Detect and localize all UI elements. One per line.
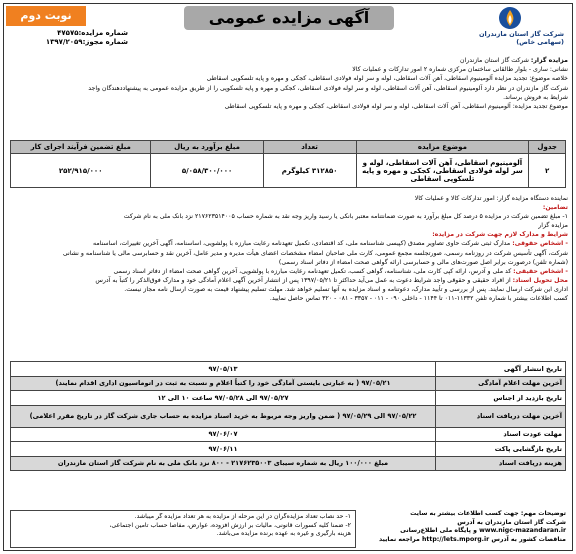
company-logo-block xyxy=(452,6,564,52)
text-line-label: تضامین: xyxy=(542,204,568,212)
intro-text xyxy=(8,56,568,111)
schedule-row xyxy=(11,376,566,391)
footer-note-line: هزینه بارگیری و غیره به عهده برنده مزایده می‌باشد. xyxy=(216,530,351,538)
text-line xyxy=(8,239,568,248)
schedule-value: ۹۷/۰۶/۰۷ xyxy=(11,427,436,442)
text-line xyxy=(8,93,568,102)
company-name-line2: (سهامی خاص) xyxy=(516,38,564,46)
text-line-body: کد ملی و آدرس، ارائه کپی کارت ملی، شناسنامه، گواهی کسب، تکمیل تعهدنامه رعایت مبارزه با پولشویی، آخرین گواهی صحت امضاء از دفاتر اسناد رسمی xyxy=(113,267,514,275)
schedule-value: مبلغ ۱۰۰/۰۰۰ ریال به شماره سیبای ۲۱۷۶۲۳۵۰۰۳ - ۸۰۰ نزد بانک ملی به نام شرکت گاز استان مازندران xyxy=(11,456,436,471)
items-table-header xyxy=(11,141,566,154)
footer-contact-line: شرکت گاز استان مازندران به آدرس xyxy=(457,518,566,526)
text-line-body: کسب اطلاعات بیشتر با شماره تلفن ۱۱۳۳۲-۰۱۱ تا ۱۱۴۴ - داخلی ۰۹۰ - ۰۱۱ - ۳۳۵۷ - ۰۸۱ - ۳۲۰ تماس حاصل نمایید. xyxy=(269,295,568,303)
text-line xyxy=(8,267,568,276)
schedule-table xyxy=(10,361,566,471)
cell-estimate: ۵/۰۵۸/۳۰۰/۰۰۰ xyxy=(151,154,263,188)
text-line xyxy=(8,249,568,258)
text-line-label: محل تحویل اسناد: xyxy=(512,276,568,284)
text-line-body: شرکت گاز مازندران در نظر دارد آلومینیوم اسقاطی، آهن آلات اسقاطی، لوله و سر لوله فولادی اسقاطی، کجکی و مهره و پایه تلسکوپی را از طریق مزایده عمومی به پیشنهاددهندگان واجد xyxy=(88,84,568,92)
text-line-label: - اشخاص حقوقی: xyxy=(512,240,568,248)
text-line-label: - اشخاص حقیقی: xyxy=(513,267,568,275)
schedule-value: ۹۷/۰۵/۱۳ xyxy=(11,362,436,377)
schedule-label: تاریخ بازگشایی پاکت xyxy=(436,442,566,457)
col-header-row-number: جدول xyxy=(529,141,566,154)
schedule-label: آخرین مهلت دریافت اسناد xyxy=(436,405,566,427)
text-line-body: مزایده گزار xyxy=(538,222,568,230)
round-badge: نوبت دوم xyxy=(6,6,86,26)
text-line xyxy=(8,102,568,111)
text-line-body: مدارک ثبتی شرکت حاوی تصاویر مصدق (کپیسی شناسنامه ملی، کد اقتصادی، تکمیل تعهدنامه رعایت مبارزه با پولشویی، اساسنامه، آگهی آخرین تغییرات، اساسنامه xyxy=(93,240,513,248)
text-line xyxy=(8,276,568,285)
cell-quantity: ۳۱۲۸۵۰ کیلوگرم xyxy=(263,154,356,188)
schedule-label: تاریخ انتشار آگهی xyxy=(436,362,566,377)
text-line xyxy=(8,230,568,239)
footer-contact-info xyxy=(366,510,566,544)
text-line-body: شرکت گاز استان مازندران xyxy=(459,57,531,64)
text-line xyxy=(8,294,568,303)
schedule-row xyxy=(11,427,566,442)
schedule-row xyxy=(11,442,566,457)
schedule-row xyxy=(11,391,566,406)
schedule-label: آخرین مهلت اعلام آمادگی xyxy=(436,376,566,391)
col-header-quantity: تعداد xyxy=(263,141,356,154)
page-title: آگهی مزایده عمومی xyxy=(184,6,394,30)
footer-contact-line: توضیحات مهم: جهت کسب اطلاعات بیشتر به سایت xyxy=(410,510,566,517)
text-line-body: از افراد حقیقی و حقوقی واجد شرایط دعوت به عمل می‌آید حداکثر تا ۱۳۹۷/۰۵/۲۱ پس از انتشار آخرین آگهی اعلام آمادگی خود و مدارک فوق‌الذکر را کتباً به آدرس xyxy=(95,276,513,284)
schedule-row xyxy=(11,456,566,471)
text-line-body: نماینده دستگاه مزایده گزار: امور تدارکات کالا و عملیات کالا xyxy=(414,195,568,202)
text-line xyxy=(8,221,568,230)
text-line-body: نشانی: ساری - بلوار طالقانی ساختمان مرکزی شماره ۲ امور تدارکات و عملیات کالا xyxy=(352,66,568,74)
company-name xyxy=(452,30,564,46)
cell-row-number: ۲ xyxy=(529,154,566,188)
table-row xyxy=(11,154,566,188)
schedule-value: ۹۷/۰۶/۱۱ xyxy=(11,442,436,457)
auction-number: شماره مزایده:۴۷۵۷۵ xyxy=(57,29,128,37)
col-header-estimate: مبلغ برآورد به ریال xyxy=(151,141,263,154)
footer-contact-line: www.nigc-mazandaran.ir و پایگاه ملی اطلاع‌رسانی xyxy=(400,527,566,535)
schedule-value: ۹۷/۰۵/۲۲ الی ۹۷/۰۵/۲۹ ( ضمن واریز وجه مربوط به خرید اسناد مزایده به حساب جاری شرکت گاز در تاریخ مقرر اعلامی) xyxy=(11,405,436,427)
footer-note-line: ۱- حد نصاب تعداد مزایده‌گران در این مرحله از مزایده به هر تعداد مزایده گر میباشد. xyxy=(134,513,351,520)
schedule-value: ۹۷/۰۵/۲۷ الی ۹۷/۰۵/۲۸ ساعت ۱۰ الی ۱۲ xyxy=(11,391,436,406)
schedule-body xyxy=(11,362,566,471)
conditions-text xyxy=(8,194,568,303)
text-line xyxy=(8,84,568,93)
text-line-body: موضوع تجدید مزایده: آلومینیوم اسقاطی، آهن آلات اسقاطی، لوله و سر لوله فولادی اسقاطی، کجکی و مهره و پایه تلسکوپی اسقاطی xyxy=(224,103,568,111)
footer-note-line: ۲- ضمناً کلیه کسورات قانونی، مالیات بر ارزش افزوده، عوارض، مفاصا حساب تأمین اجتماعی، xyxy=(109,521,351,529)
text-line xyxy=(8,74,568,83)
schedule-label: هزینه دریافت اسناد xyxy=(436,456,566,471)
company-name-line1: شرکت گاز استان مازندران xyxy=(478,30,564,38)
cell-subject: آلومینیوم اسقاطی، آهن آلات اسقاطی، لوله و سر لوله فولادی اسقاطی، کجکی و مهره و پایه تلسکوپی اسقاطی xyxy=(356,154,529,188)
items-table xyxy=(10,140,566,188)
schedule-row xyxy=(11,405,566,427)
nigc-flame-logo-icon xyxy=(496,6,524,30)
text-line xyxy=(8,285,568,294)
col-header-deposit: مبلغ تضمین فرآیند اجرای کار xyxy=(11,141,151,154)
text-line-body: (شماره تلفن) درصورت برابر اصل صورت‌های مالی و حسابرسی ارائه گواهی صحت امضاء از دفاتر اسناد رسمی) xyxy=(278,258,568,266)
text-line-body: اداری این شرکت ارسال نمایند. پس از بررسی و تأیید مدارک، دعوتنامه و اسناد مزایده به آنها تسلیم خواهد شد. مهلت تسلیم پیشنهاد قیمت به صورت ارسال نامه مجاز نیست. xyxy=(124,285,568,293)
text-line xyxy=(8,212,568,221)
schedule-row xyxy=(11,362,566,377)
text-line-body: ۱- مبلغ تضمین شرکت در مزایده ۵ درصد کل مبلغ برآورد به صورت ضمانتنامه معتبر بانکی یا رسید واریز وجه نقد به شماره حساب ۲۱۷۶۲۳۵۱۴۰۰۵ نزد بانک ملی به نام شرکت xyxy=(123,213,568,221)
footer xyxy=(8,510,568,550)
schedule-value: ۹۷/۰۵/۲۱ ( به عبارتی بایستی آمادگی خود را کتباً اعلام و نسبت به ثبت در اتوماسیون اداری اقدام نمایند) xyxy=(11,376,436,391)
cell-deposit: ۲۵۲/۹۱۵/۰۰۰ xyxy=(11,154,151,188)
text-line xyxy=(8,194,568,203)
reference-numbers xyxy=(8,29,128,47)
schedule-label: مهلت عودت اسناد xyxy=(436,427,566,442)
text-line xyxy=(8,203,568,212)
text-line-label: مزایده گزار: xyxy=(530,57,568,64)
text-line-body: خلاصه موضوع: تجدید مزایده آلومینیوم اسقاطی، آهن آلات اسقاطی، لوله و سر لوله فولادی اسقاطی، کجکی و مهره و پایه تلسکوپی اسقاطی xyxy=(206,75,568,83)
text-line-body: شرکت، آگهی تأسیس شرکت در روزنامه رسمی، صورتجلسه مجمع عمومی، کارت ملی صاحبان امضاء مشخصات اعضای هیأت مدیره و مدیر عامل، آخرین نقد و حسابرسی مالی یا شناسنامه و نشانی xyxy=(62,249,568,257)
permit-number: شماره مجوز:۱۳۹۷/۲۰۵۹ xyxy=(45,38,128,46)
footer-contact-line: مناقصات کشور به آدرس http://lets.mporg.ir مراجعه نمایید xyxy=(378,535,566,543)
col-header-subject: موضوع مزایده xyxy=(356,141,529,154)
text-line xyxy=(8,56,568,65)
text-line-body: شرایط به فروش برساند. xyxy=(503,93,568,101)
header xyxy=(4,4,572,52)
schedule-label: تاریخ بازدید از اجناس xyxy=(436,391,566,406)
footer-notes xyxy=(10,510,356,548)
text-line xyxy=(8,65,568,74)
text-line-label: شرایط و مدارک لازم جهت شرکت در مزایده: xyxy=(432,231,568,239)
advertisement-frame xyxy=(3,3,573,551)
text-line xyxy=(8,258,568,267)
